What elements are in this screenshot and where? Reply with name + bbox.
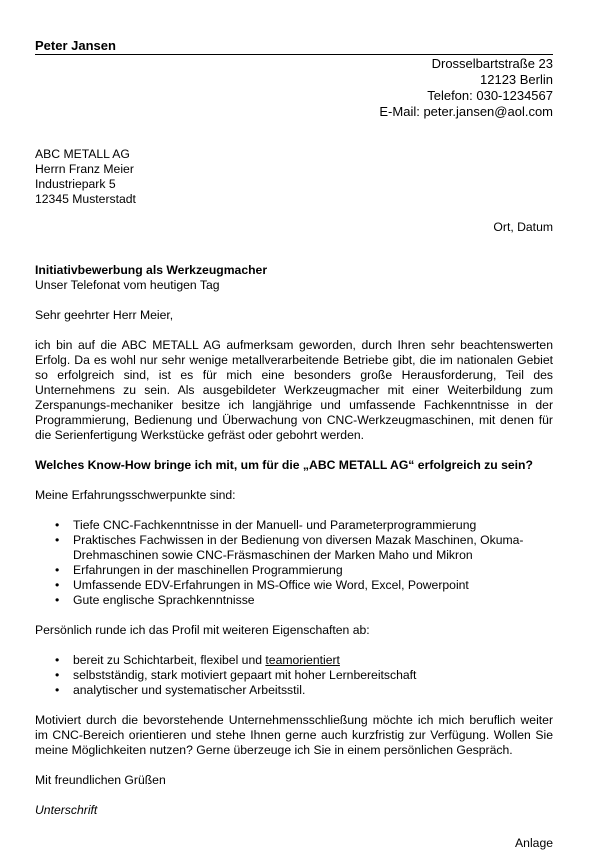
sender-email: E-Mail: peter.jansen@aol.com <box>379 104 553 119</box>
list-item: • selbstständig, stark motiviert gepaart mit hoher Lernbereitschaft <box>73 668 553 683</box>
subject-title: Initiativbewerbung als Werkzeugmacher <box>35 263 268 277</box>
list-item: • analytischer und systematischer Arbeitsstil. <box>73 683 553 698</box>
recipient-city: 12345 Musterstadt <box>35 192 136 206</box>
salutation: Sehr geehrter Herr Meier, <box>35 308 174 322</box>
recipient-person: Herrn Franz Meier <box>35 162 134 176</box>
list-item-text: bereit zu Schichtarbeit, flexibel und <box>73 653 266 667</box>
list-item: • Erfahrungen in der maschinellen Programmierung <box>73 563 553 578</box>
letter-body <box>35 263 553 818</box>
letter-date: Ort, Datum <box>493 220 553 234</box>
experience-list <box>35 518 553 608</box>
personal-intro: Persönlich runde ich das Profil mit weiteren Eigenschaften ab: <box>35 623 370 637</box>
experience-intro: Meine Erfahrungsschwerpunkte sind: <box>35 488 236 502</box>
sender-street: Drosselbartstraße 23 <box>431 56 553 71</box>
sender-address <box>379 56 553 120</box>
recipient-address <box>35 147 136 207</box>
recipient-company: ABC METALL AG <box>35 147 130 161</box>
sender-city: 12123 Berlin <box>480 72 553 87</box>
recipient-street: Industriepark 5 <box>35 177 116 191</box>
list-item <box>73 653 553 668</box>
list-item: • Tiefe CNC-Fachkenntnisse in der Manuell- und Parameterprogrammierung <box>73 518 553 533</box>
list-item: • Praktisches Fachwissen in der Bedienung von diversen Mazak Maschinen, Okuma-Drehmaschinen sowie CNC-Fräsmaschinen der Marken Maho und Mikron <box>73 533 553 563</box>
personal-list <box>35 653 553 698</box>
header-divider <box>35 54 553 55</box>
closing-paragraph: Motiviert durch die bevorstehende Unternehmensschließung möchte ich mich beruflich weiter im CNC-Bereich orientieren und stehe Ihnen gerne auch kurzfristig zur Verfügung. Wollen Sie meine Möglichkeiten nutzen? Gerne überzeuge ich Sie in einem persönlichen Gespräch. <box>35 713 553 757</box>
sender-phone: Telefon: 030-1234567 <box>427 88 553 103</box>
subject-reference: Unser Telefonat vom heutigen Tag <box>35 278 220 292</box>
list-item: • Umfassende EDV-Erfahrungen in MS-Office wie Word, Excel, Powerpoint <box>73 578 553 593</box>
attachment-note: Anlage <box>515 836 553 850</box>
question-heading: Welches Know-How bringe ich mit, um für die „ABC METALL AG“ erfolgreich zu sein? <box>35 458 533 472</box>
intro-paragraph: ich bin auf die ABC METALL AG aufmerksam geworden, durch Ihren sehr beachtenswerten Erfolg. Da es wohl nur sehr wenige metallverarbeitende Betriebe gibt, die im nationalen Gebiet so erfolgreich sind, ist es für mich eine besonders große Herausforderung, Teil des Unternehmens zu sein. Als ausgebildeter Werkzeugmacher mit einer Weiterbildung zum Zerspanungs-mechaniker besitze ich langjährige und umfassende Fachkenntnisse in der Programmierung, Bedienung und Überwachung von CNC-Werkzeugmaschinen, mit denen für die Serienfertigung Werkstücke gefräst oder gebohrt werden. <box>35 338 553 442</box>
underlined-word: teamorientiert <box>265 653 340 667</box>
signature: Unterschrift <box>35 803 98 817</box>
greeting: Mit freundlichen Grüßen <box>35 773 166 787</box>
sender-name: Peter Jansen <box>35 38 116 53</box>
list-item: • Gute englische Sprachkenntnisse <box>73 593 553 608</box>
